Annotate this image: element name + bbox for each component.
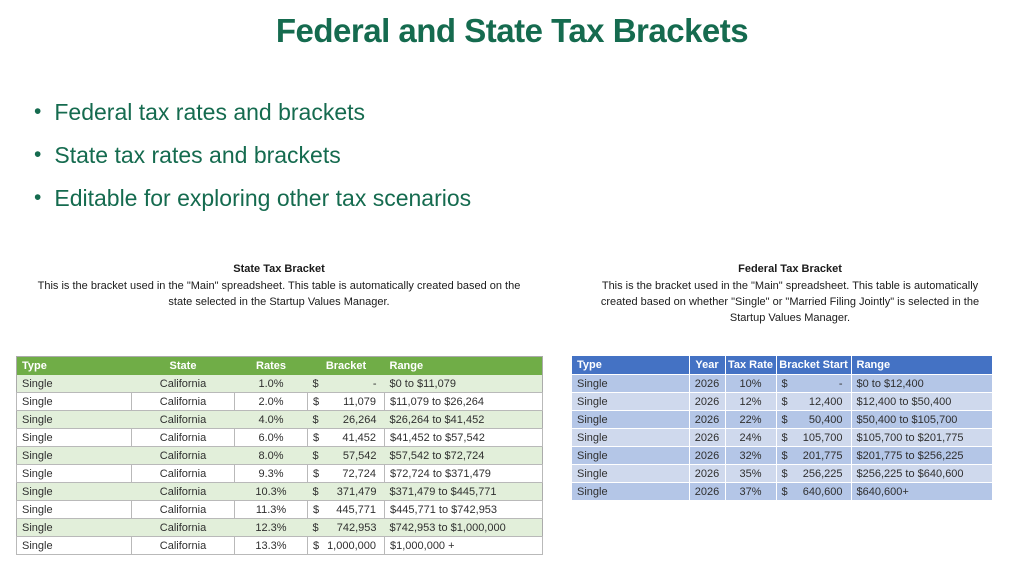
range-cell: $12,400 to $50,400 <box>851 393 992 411</box>
bracket-cell <box>308 483 385 501</box>
bracket-cell <box>308 393 385 411</box>
amount: 41,452 <box>342 431 376 444</box>
column-header-range: Range <box>385 357 543 376</box>
table-row <box>17 393 543 411</box>
state-cell: California <box>132 483 235 501</box>
amount: 105,700 <box>802 431 843 444</box>
range-cell: $57,542 to $72,724 <box>385 447 543 465</box>
type-cell: Single <box>572 465 689 483</box>
table-row <box>17 501 543 519</box>
rate-cell: 11.3% <box>235 501 308 519</box>
rate-cell: 12% <box>725 393 776 411</box>
amount: 26,264 <box>342 413 377 426</box>
bracket-start-cell <box>776 447 851 465</box>
column-header-bracket: Bracket <box>308 357 385 376</box>
year-cell: 2026 <box>689 429 725 447</box>
bracket-start-cell <box>776 483 851 501</box>
bracket-cell <box>308 429 385 447</box>
year-cell: 2026 <box>689 411 725 429</box>
column-header-type: Type <box>572 356 689 375</box>
type-cell: Single <box>17 393 132 411</box>
bracket-cell <box>308 537 385 555</box>
page-title: Federal and State Tax Brackets <box>275 12 749 49</box>
year-cell: 2026 <box>689 483 725 501</box>
range-cell: $445,771 to $742,953 <box>385 501 543 519</box>
currency-symbol: $ <box>781 377 788 390</box>
federal-caption-line: Startup Values Manager. <box>729 312 851 324</box>
type-cell: Single <box>572 375 689 393</box>
federal-table-caption <box>578 261 1002 326</box>
table-row <box>572 429 992 447</box>
table-row <box>17 411 543 429</box>
amount: 50,400 <box>808 413 843 426</box>
currency-symbol: $ <box>313 539 320 552</box>
range-cell: $41,452 to $57,542 <box>385 429 543 447</box>
type-cell: Single <box>572 447 689 465</box>
type-cell: Single <box>17 537 132 555</box>
column-header-type: Type <box>17 357 132 376</box>
state-caption-line: state selected in the Startup Values Manager. <box>168 296 390 308</box>
currency-symbol: $ <box>781 413 788 426</box>
currency-symbol: $ <box>312 377 319 390</box>
state-table-caption <box>16 261 542 310</box>
rate-cell: 8.0% <box>235 447 308 465</box>
bullet-text: State tax rates and brackets <box>54 142 341 168</box>
state-cell: California <box>132 465 235 483</box>
type-cell: Single <box>17 447 132 465</box>
federal-caption-line: created based on whether "Single" or "Married Filing Jointly" is selected in the <box>600 296 980 308</box>
federal-table-header <box>572 356 992 375</box>
currency-symbol: $ <box>781 467 788 480</box>
currency-symbol: $ <box>313 467 320 480</box>
type-cell: Single <box>17 501 132 519</box>
bracket-cell <box>308 375 385 393</box>
rate-cell: 32% <box>725 447 776 465</box>
state-cell: California <box>132 375 235 393</box>
type-cell: Single <box>572 411 689 429</box>
federal-caption-line: This is the bracket used in the "Main" spreadsheet. This table is automatically <box>601 280 979 292</box>
table-row <box>572 375 992 393</box>
currency-symbol: $ <box>312 485 319 498</box>
state-tax-table <box>16 356 543 555</box>
column-header-range: Range <box>851 356 992 375</box>
table-row <box>17 519 543 537</box>
rate-cell: 9.3% <box>235 465 308 483</box>
header-row <box>572 356 992 375</box>
state-cell: California <box>132 447 235 465</box>
table-row <box>572 465 992 483</box>
amount: 371,479 <box>336 485 377 498</box>
column-header-tax-rate: Tax Rate <box>725 356 776 375</box>
table-row <box>17 375 543 393</box>
rate-cell: 35% <box>725 465 776 483</box>
table-row <box>17 447 543 465</box>
currency-symbol: $ <box>313 503 320 516</box>
column-header-state: State <box>132 357 235 376</box>
range-cell: $1,000,000 + <box>385 537 543 555</box>
type-cell: Single <box>17 429 132 447</box>
table-row <box>572 447 992 465</box>
bullet-item <box>34 98 471 126</box>
amount: 640,600 <box>802 485 843 498</box>
header-row <box>17 357 543 376</box>
amount: - <box>838 377 843 390</box>
range-cell: $256,225 to $640,600 <box>851 465 992 483</box>
bracket-cell <box>308 501 385 519</box>
bracket-cell <box>308 519 385 537</box>
rate-cell: 10% <box>725 375 776 393</box>
amount: 72,724 <box>342 467 376 480</box>
column-header-bracket-start: Bracket Start <box>776 356 851 375</box>
state-cell: California <box>132 501 235 519</box>
type-cell: Single <box>17 465 132 483</box>
range-cell: $201,775 to $256,225 <box>851 447 992 465</box>
state-table-body <box>17 375 543 555</box>
rate-cell: 37% <box>725 483 776 501</box>
table-row <box>17 465 543 483</box>
bracket-cell <box>308 411 385 429</box>
amount: 12,400 <box>808 395 843 408</box>
amount: 11,079 <box>343 395 376 408</box>
table-row <box>572 393 992 411</box>
currency-symbol: $ <box>313 431 320 444</box>
type-cell: Single <box>572 483 689 501</box>
bullet-dot-icon: • <box>34 100 42 123</box>
rate-cell: 24% <box>725 429 776 447</box>
table-row <box>17 429 543 447</box>
currency-symbol: $ <box>781 449 788 462</box>
rate-cell: 13.3% <box>235 537 308 555</box>
bullet-item <box>34 141 471 169</box>
rate-cell: 10.3% <box>235 483 308 501</box>
column-header-rates: Rates <box>235 357 308 376</box>
bracket-start-cell <box>776 393 851 411</box>
range-cell: $742,953 to $1,000,000 <box>385 519 543 537</box>
bullet-item <box>34 184 471 212</box>
amount: 57,542 <box>342 449 377 462</box>
rate-cell: 6.0% <box>235 429 308 447</box>
bracket-cell <box>308 447 385 465</box>
bullet-text: Editable for exploring other tax scenarios <box>54 185 472 211</box>
federal-caption-title: Federal Tax Bracket <box>738 263 842 275</box>
amount: - <box>372 377 377 390</box>
amount: 1,000,000 <box>327 539 376 552</box>
bullet-text: Federal tax rates and brackets <box>54 99 366 125</box>
range-cell: $0 to $11,079 <box>385 375 543 393</box>
currency-symbol: $ <box>781 395 788 408</box>
range-cell: $371,479 to $445,771 <box>385 483 543 501</box>
amount: 201,775 <box>802 449 843 462</box>
rate-cell: 1.0% <box>235 375 308 393</box>
currency-symbol: $ <box>312 413 319 426</box>
year-cell: 2026 <box>689 465 725 483</box>
year-cell: 2026 <box>689 375 725 393</box>
year-cell: 2026 <box>689 447 725 465</box>
federal-table-body <box>572 375 992 501</box>
bullet-dot-icon: • <box>34 186 42 209</box>
rate-cell: 4.0% <box>235 411 308 429</box>
bracket-cell <box>308 465 385 483</box>
table-row <box>17 483 543 501</box>
bullet-list <box>34 98 471 227</box>
amount: 742,953 <box>336 521 377 534</box>
bracket-start-cell <box>776 429 851 447</box>
currency-symbol: $ <box>313 395 320 408</box>
rate-cell: 12.3% <box>235 519 308 537</box>
currency-symbol: $ <box>781 485 788 498</box>
range-cell: $11,079 to $26,264 <box>385 393 543 411</box>
state-cell: California <box>132 411 235 429</box>
currency-symbol: $ <box>312 521 319 534</box>
state-cell: California <box>132 429 235 447</box>
state-caption-title: State Tax Bracket <box>233 263 325 275</box>
table-row <box>17 537 543 555</box>
table-row <box>572 483 992 501</box>
state-table-header <box>17 357 543 376</box>
column-header-year: Year <box>689 356 725 375</box>
type-cell: Single <box>17 411 132 429</box>
range-cell: $0 to $12,400 <box>851 375 992 393</box>
rate-cell: 22% <box>725 411 776 429</box>
year-cell: 2026 <box>689 393 725 411</box>
state-caption-line: This is the bracket used in the "Main" spreadsheet. This table is automatically created based on the <box>37 280 521 292</box>
type-cell: Single <box>17 375 132 393</box>
state-cell: California <box>132 393 235 411</box>
range-cell: $72,724 to $371,479 <box>385 465 543 483</box>
amount: 256,225 <box>802 467 843 480</box>
state-cell: California <box>132 537 235 555</box>
type-cell: Single <box>572 393 689 411</box>
range-cell: $26,264 to $41,452 <box>385 411 543 429</box>
bracket-start-cell <box>776 411 851 429</box>
type-cell: Single <box>17 519 132 537</box>
federal-tax-table <box>572 356 992 500</box>
type-cell: Single <box>572 429 689 447</box>
amount: 445,771 <box>336 503 376 516</box>
table-row <box>572 411 992 429</box>
type-cell: Single <box>17 483 132 501</box>
bullet-dot-icon: • <box>34 143 42 166</box>
currency-symbol: $ <box>312 449 319 462</box>
rate-cell: 2.0% <box>235 393 308 411</box>
range-cell: $50,400 to $105,700 <box>851 411 992 429</box>
bracket-start-cell <box>776 465 851 483</box>
currency-symbol: $ <box>781 431 788 444</box>
range-cell: $640,600+ <box>851 483 992 501</box>
state-cell: California <box>132 519 235 537</box>
range-cell: $105,700 to $201,775 <box>851 429 992 447</box>
bracket-start-cell <box>776 375 851 393</box>
